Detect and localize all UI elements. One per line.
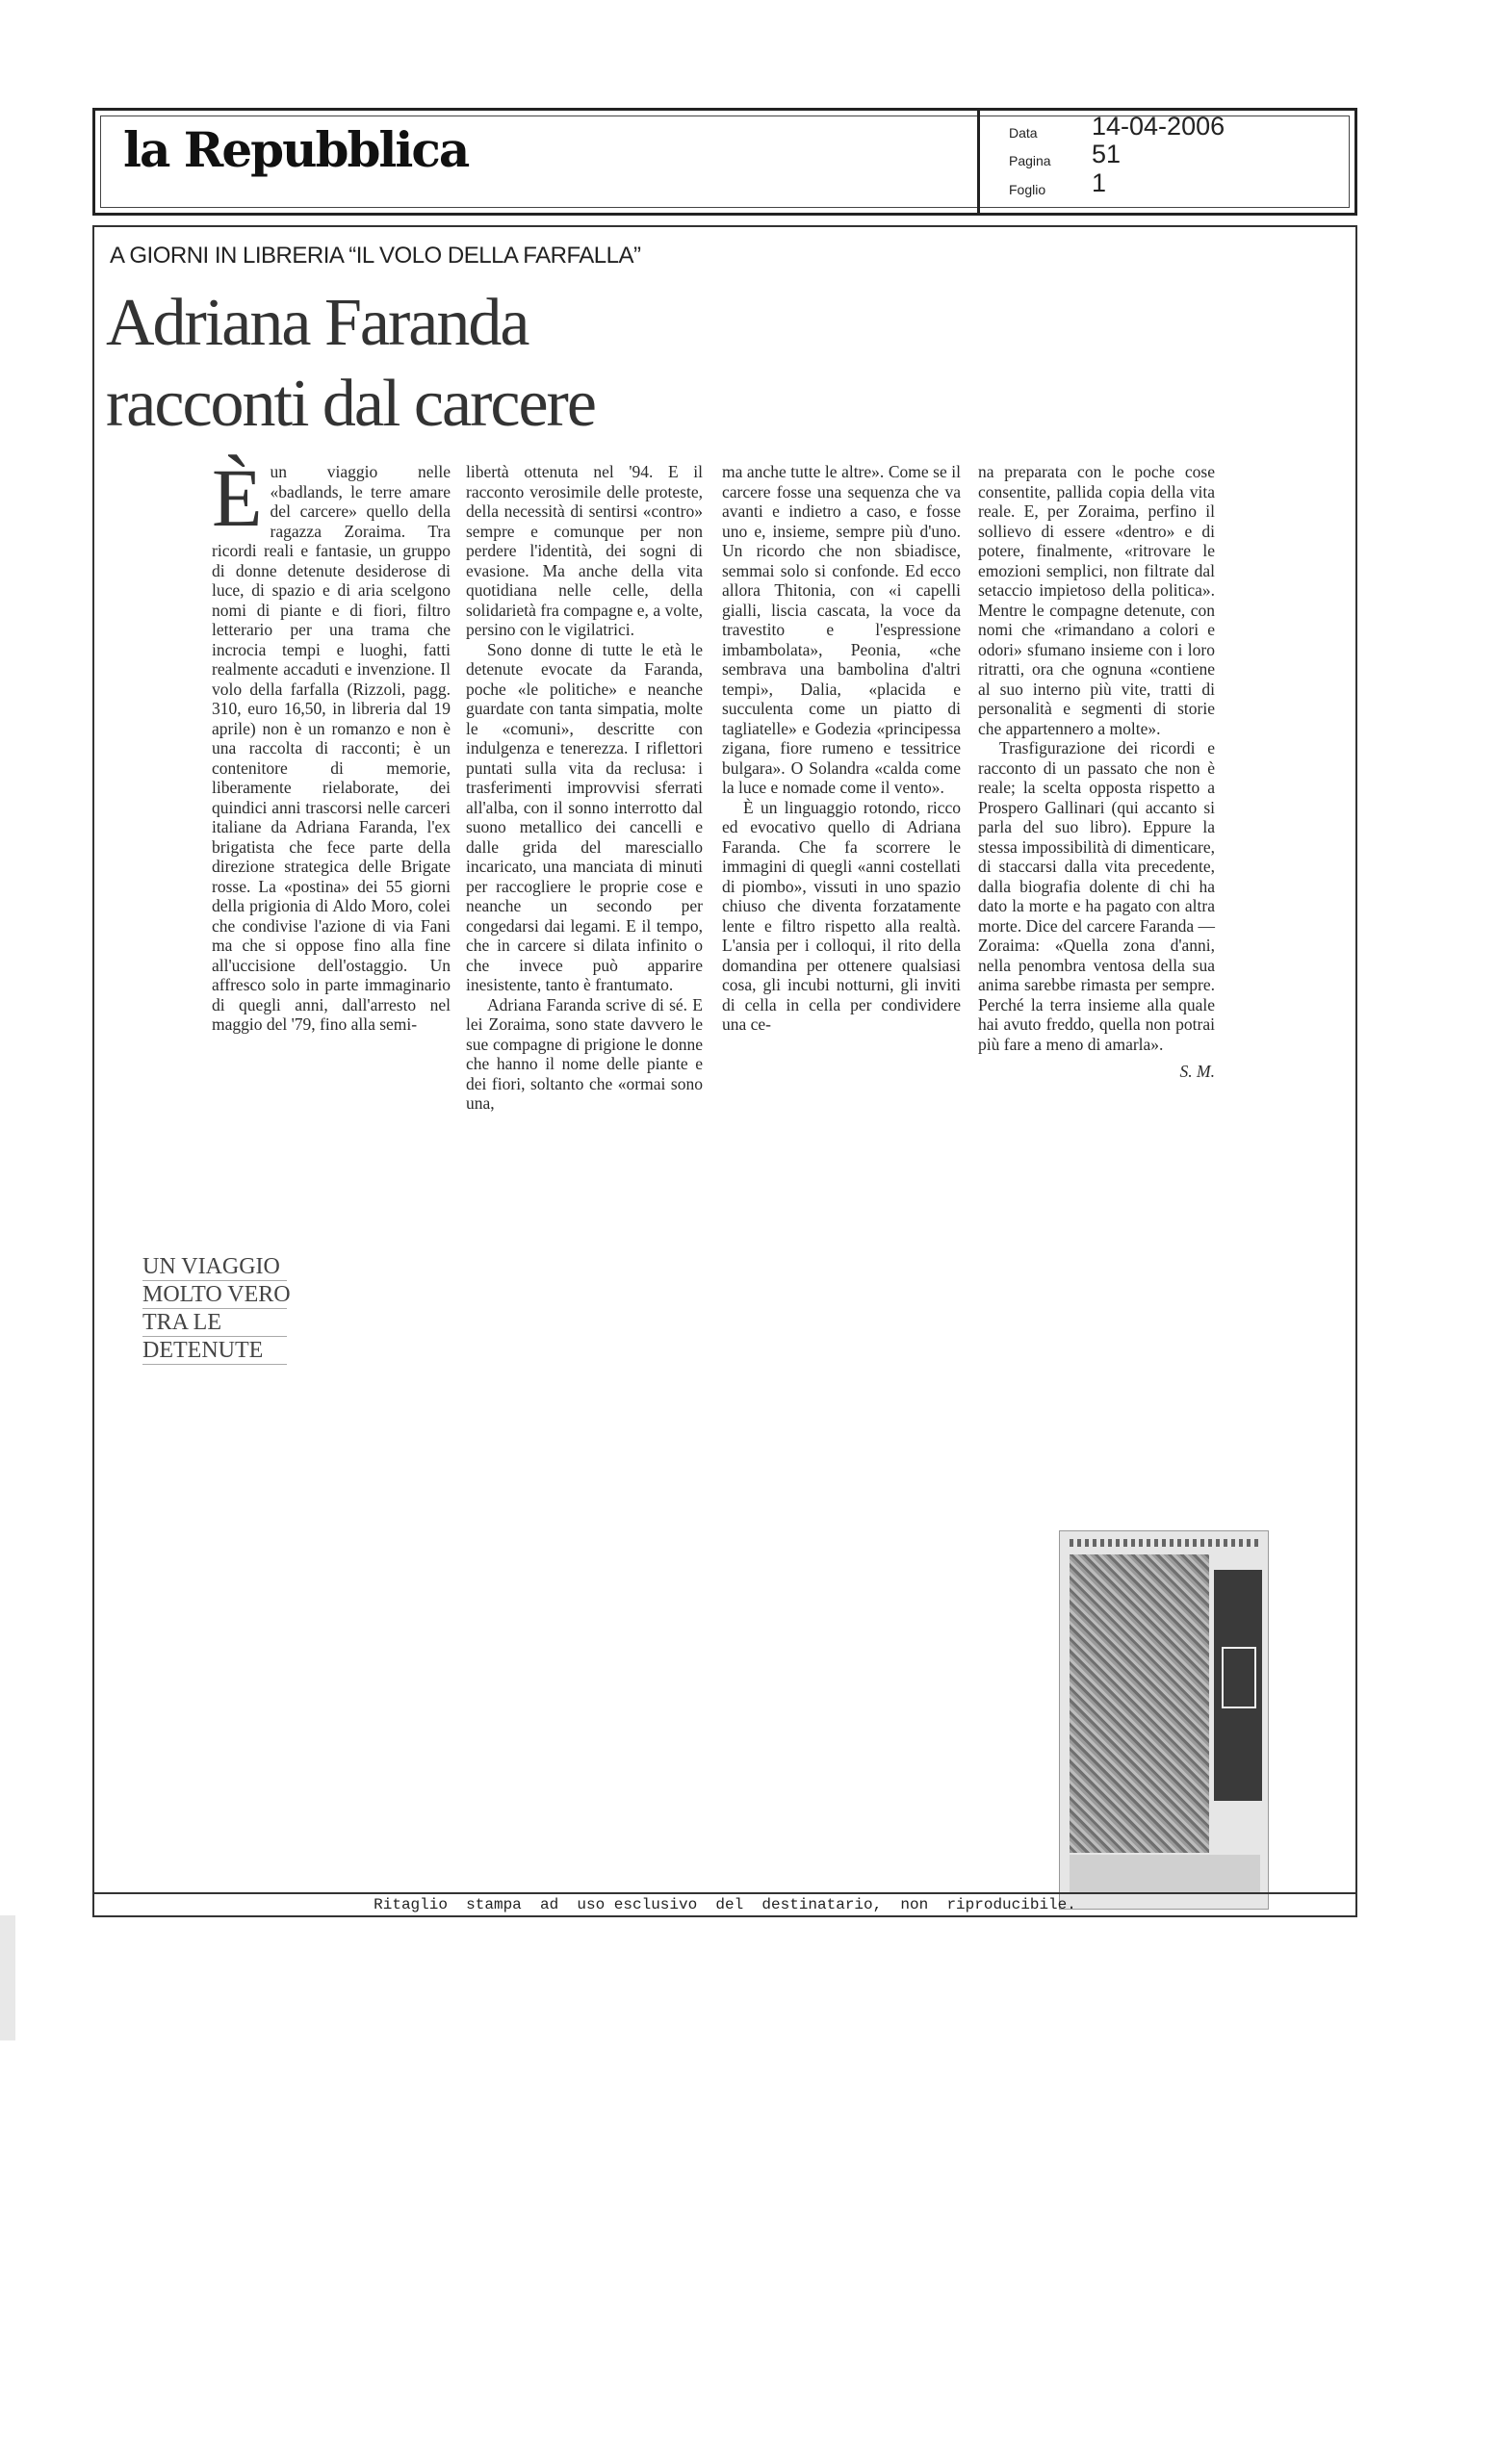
footer-disclaimer: Ritaglio stampa ad uso esclusivo del destinatario, non riproducibile.: [374, 1896, 1076, 1913]
thumbnail-inset-box: [1222, 1647, 1256, 1708]
article-column-4: [978, 462, 1215, 1082]
column-2-paragraph-2: Sono donne di tutte le età le detenute evocate da Faranda, poche «le politiche» e neanche guardate con tanta simpatia, molte le «comuni», descritte con indulgenza e tenerezza. I riflettori puntati sulla vita da reclusa: i trasferimenti improvvisi sferrati all'alba, con il sonno interrotto dal suono metallico dei cancelli e dalle grida del maresciallo incaricato, una manciata di minuti per raccogliere le proprie cose e neanche un secondo per congedarsi dai legami. E il tempo, che in carcere si dilata infinito o che invece può apparire inesistente, tanto è frantumato.: [466, 639, 703, 994]
meta-sheet-value: 1: [1092, 168, 1107, 197]
header-divider: [977, 108, 980, 216]
side-label-line: MOLTO VERO: [142, 1282, 291, 1307]
article-column-1: [212, 451, 451, 1035]
thumbnail-caption-band: [1070, 1855, 1260, 1893]
author-signature: S. M.: [1179, 1062, 1215, 1081]
column-3-paragraph-1: ma anche tutte le altre». Come se il carcere fosse una sequenza che va avanti e indietro a caso, e fosse uno e, insieme, sempre più d'uno. Un ricordo che non sbiadisce, semmai solo si confonde. Ed ecco allora Thitonia, con «i capelli gialli, liscia cascata, la voce da travestito e l'espressione imbambolata», Peonia, «che sembrava una bambolina d'altri tempi», Dalia, «placida e succulenta come un piatto di tagliatelle» e Godezia «principessa zigana, fiore rumeno e tessitrice bulgara». O Solandra «calda come la luce e nomade come il vento».: [722, 462, 961, 797]
scan-edge-mark: [0, 1915, 15, 2040]
page-thumbnail: [1059, 1530, 1269, 1910]
meta-page-label: Pagina: [1009, 153, 1051, 168]
drop-cap: È: [212, 451, 263, 544]
column-2-paragraph-3: Adriana Faranda scrive di sé. E lei Zoraima, sono state davvero le sue compagne di prigione le donne che hanno il nome delle piante e dei fiori, soltanto che «ormai sono una,: [466, 994, 703, 1113]
meta-date-value: 14-04-2006: [1092, 112, 1225, 141]
article-kicker: A GIORNI IN LIBRERIA “IL VOLO DELLA FARFALLA”: [110, 243, 641, 269]
side-label-line: DETENUTE: [142, 1337, 287, 1365]
headline-line-1: Adriana Faranda: [106, 286, 529, 360]
article-column-2: [466, 462, 703, 1114]
thumbnail-header-strip: [1070, 1539, 1260, 1547]
meta-page-value: 51: [1092, 140, 1122, 168]
newspaper-logo: la Repubblica: [123, 121, 469, 178]
thumbnail-photo: [1070, 1554, 1209, 1853]
headline-line-2: racconti dal carcere: [106, 367, 595, 441]
column-2-paragraph-1: libertà ottenuta nel '94. E il racconto verosimile delle proteste, della necessità di sentirsi «contro» sempre e comunque per non perdere l'identità, dei sogni di evasione. Ma anche della vita quotidiana nelle celle, della solidarietà fra compagne e, a volte, persino con le vigilatrici.: [466, 462, 703, 639]
column-1-text: un viaggio nelle «badlands, le terre amare del carcere» quello della ragazza Zoraima. Tra ricordi reali e fantasie, un gruppo di donne detenute desiderose di luce, di spazio e di aria scelgono nomi di piante e di fiori, filtro letterario per una trama che incrocia tempi e luoghi, fatti realmente accaduti e invenzione. Il volo della farfalla (Rizzoli, pagg. 310, euro 16,50, in libreria dal 19 aprile) non è un romanzo e non è una raccolta di racconti; è un contenitore di memorie, liberamente rielaborate, dei quindici anni trascorsi nelle carceri italiane da Adriana Faranda, l'ex brigatista che fece parte della direzione strategica delle Brigate rosse. La «postina» dei 55 giorni della prigionia di Aldo Moro, colei che condivise l'azione di via Fani ma che si oppose fino alla fine all'uccisione dell'ostaggio. Un affresco solo in parte immaginario di quegli anni, dall'arresto nel maggio del '79, fino alla semi-: [212, 462, 451, 1034]
side-label-line: TRA LE: [142, 1309, 287, 1337]
article-headline: [106, 283, 595, 445]
side-label-line: UN VIAGGIO: [142, 1253, 287, 1281]
column-4-paragraph-2: Trasfigurazione dei ricordi e racconto di un passato che non è reale; la scelta opposta rispetto a Prospero Gallinari (qui accanto si parla del suo libro). Eppure la stessa impossibilità di dimenticare, di staccarsi dalla vita precedente, dalla biografia dolente di chi ha dato la morte e ha pagato con altra morte. Dice del carcere Faranda — Zoraima: «Quella zona d'anni, nella penombra ventosa della sua anima sarebbe rimasta per sempre. Perché la terra insieme alla quale hai avuto freddo, quella non potrai più fare a meno di amarla».: [978, 738, 1215, 1054]
column-4-paragraph-1: na preparata con le poche cose consentite, pallida copia della vita reale. E, per Zoraima, perfino il sollievo di essere «dentro» e di potere, finalmente, «ritrovare le emozioni semplici, non filtrate dal setaccio impietoso della politica». Mentre le compagne detenute, con nomi che «rimandano a colori e odori» sfumano insieme con i loro ritratti, ora che ognuna «contiene al suo interno più vite, tratti di personalità e segmenti di storie che appartennero a molte».: [978, 462, 1215, 738]
article-column-3: [722, 462, 961, 1035]
meta-date-label: Data: [1009, 125, 1038, 141]
side-label: [142, 1253, 291, 1365]
meta-sheet-label: Foglio: [1009, 182, 1046, 197]
column-3-paragraph-2: È un linguaggio rotondo, ricco ed evocativo quello di Adriana Faranda. Che fa scorrere le immagini di quegli «anni costellati di piombo», vissuti in uno spazio chiuso che diventa forzatamente lente e filtro rispetto alla realtà. L'ansia per i colloqui, il rito della domandina per ottenere qualsiasi cosa, gli incubi notturni, gli inviti di cella in cella per condividere una ce-: [722, 797, 961, 1034]
